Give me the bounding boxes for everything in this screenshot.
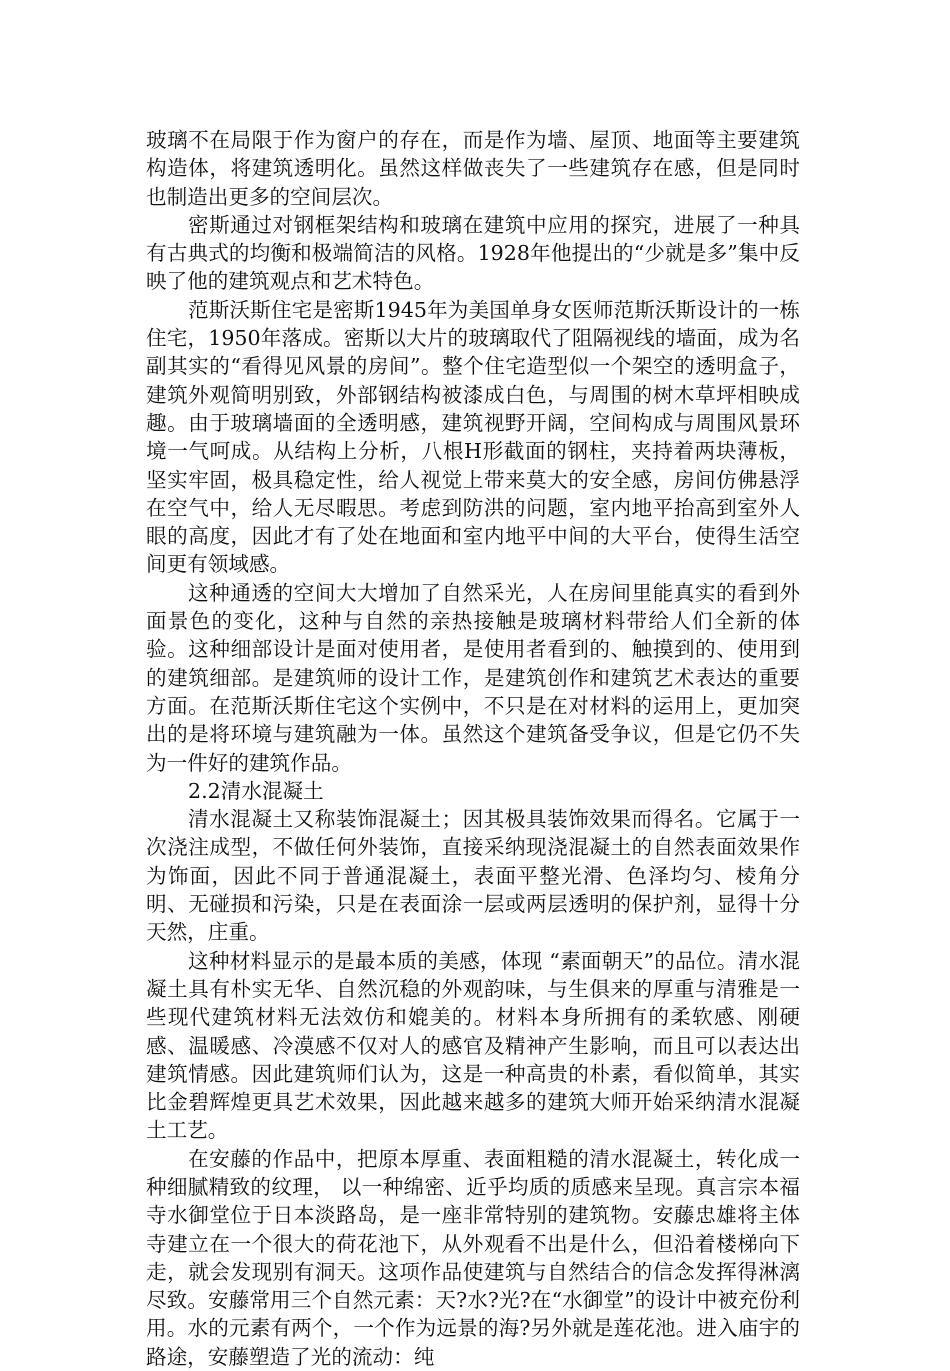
document-body xyxy=(146,126,800,1371)
paragraph-mies-style: 密斯通过对钢框架结构和玻璃在建筑中应用的探究，进展了一种具有古典式的均衡和极端简洁的风格。1928年他提出的“少就是多”集中反映了他的建筑观点和艺术特色。 xyxy=(146,212,800,294)
paragraph-fair-faced-concrete: 清水混凝土又称装饰混凝土；因其极具装饰效果而得名。它属于一次浇注成型，不做任何外装饰，直接采纳现浇混凝土的自然表面效果作为饰面，因此不同于普通混凝土，表面平整光滑、色泽均匀、棱角分明、无碰损和污染，只是在表面涂一层或两层透明的保护剂，显得十分天然，庄重。 xyxy=(146,807,800,945)
paragraph-transparent-space: 这种通透的空间大大增加了自然采光，人在房间里能真实的看到外面景色的变化，这种与自然的亲热接触是玻璃材料带给人们全新的体验。这种细部设计是面对使用者，是使用者看到的、触摸到的、使用到的建筑细部。是建筑师的设计工作，是建筑创作和建筑艺术表达的重要方面。在范斯沃斯住宅这个实例中，不只是在对材料的运用上，更加突出的是将环境与建筑融为一体。虽然这个建筑备受争议，但是它仍不失为一件好的建筑作品。 xyxy=(146,580,800,775)
paragraph-ando-water-temple: 在安藤的作品中，把原本厚重、表面粗糙的清水混凝土，转化成一种细腻精致的纹理， 以一种绵密、近乎均质的质感来呈现。真言宗本福寺水御堂位于日本淡路岛，是一座非常特别的建筑物。安藤忠雄将主体寺建立在一个很大的荷花池下，从外观看不出是什么，但沿着楼梯向下走，就会发现别有洞天。这项作品使建筑与自然结合的信念发挥得淋漓尽致。安藤常用三个自然元素：天?水?光?在“水御堂”的设计中被充份利用。水的元素有两个，一个作为远景的海?另外就是莲花池。进入庙宇的路途，安藤塑造了光的流动：纯 xyxy=(146,1146,800,1369)
section-heading: 2.2清水混凝土 xyxy=(188,778,324,803)
paragraph-farnsworth-house: 范斯沃斯住宅是密斯1945年为美国单身女医师范斯沃斯设计的一栋住宅，1950年落成。密斯以大片的玻璃取代了阻隔视线的墙面，成为名副其实的“看得见风景的房间”。整个住宅造型似一个架空的透明盒子，建筑外观简明别致，外部钢结构被漆成白色，与周围的树木草坪相映成趣。由于玻璃墙面的全透明感，建筑视野开阔，空间构成与周围风景环境一气呵成。从结构上分析，八根H形截面的钢柱，夹持着两块薄板，坚实牢固，极具稳定性，给人视觉上带来莫大的安全感，房间仿佛悬浮在空气中，给人无尽暇思。考虑到防洪的问题，室内地平抬高到室外人眼的高度，因此才有了处在地面和室内地平中间的大平台，使得生活空间更有领域感。 xyxy=(146,297,800,577)
paragraph-material-beauty: 这种材料显示的是最本质的美感，体现 “素面朝天”的品位。清水混凝土具有朴实无华、自然沉稳的外观韵味，与生俱来的厚重与清雅是一些现代建筑材料无法效仿和媲美的。材料本身所拥有的柔软感、刚硬感、温暖感、冷漠感不仅对人的感官及精神产生影响，而且可以表达出建筑情感。因此建筑师们认为，这是一种高贵的朴素，看似简单，其实比金碧辉煌更具艺术效果，因此越来越多的建筑大师开始采纳清水混凝土工艺。 xyxy=(146,948,800,1143)
paragraph-glass-continuation: 玻璃不在局限于作为窗户的存在，而是作为墙、屋顶、地面等主要建筑构造体，将建筑透明化。虽然这样做丧失了一些建筑存在感，但是同时也制造出更多的空间层次。 xyxy=(146,128,800,209)
